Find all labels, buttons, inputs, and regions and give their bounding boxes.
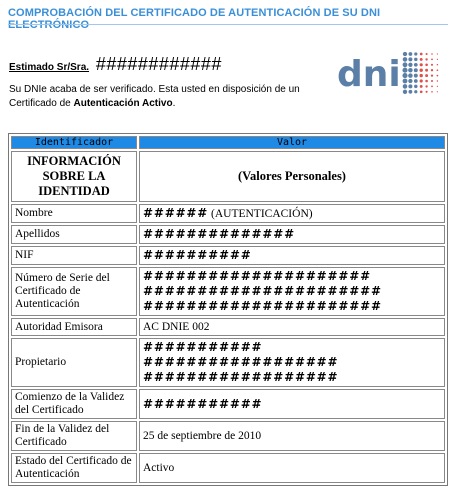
logo-dot: [402, 68, 407, 73]
section-title-identity: INFORMACIÓN SOBRE LA IDENTIDAD: [11, 151, 137, 202]
nif-redacted: ##########: [143, 248, 252, 262]
greeting: [9, 54, 222, 75]
logo-dot: [408, 68, 413, 73]
logo-dot: [403, 84, 408, 89]
row-value-apellidos: [139, 225, 445, 244]
logo-dot: [437, 53, 438, 54]
propietario-redacted-line-3: ##################: [143, 370, 339, 384]
logo-dot: [437, 59, 438, 60]
table-row: [11, 225, 445, 244]
row-label-comienzo: Comienzo de la Validez del Certificado: [11, 389, 137, 419]
logo-dot: [437, 75, 439, 77]
logo-dot: [420, 85, 423, 88]
serie-redacted-line-2: ######################: [143, 284, 382, 298]
logo-dot: [414, 63, 418, 67]
logo-dot: [425, 69, 428, 72]
comienzo-redacted: ###########: [143, 396, 263, 411]
column-header-identifier: Identificador: [11, 136, 137, 149]
row-label-emisora: Autoridad Emisora: [11, 318, 137, 336]
message-status: Autenticación Activo: [73, 98, 173, 109]
message-line-2-prefix: Certificado de: [9, 98, 74, 109]
logo-dot: [437, 80, 438, 81]
row-value-nombre: [139, 204, 445, 223]
propietario-redacted-line-1: ###########: [143, 340, 263, 354]
verification-message: [9, 83, 319, 111]
nombre-suffix: (AUTENTICACIÓN): [208, 208, 313, 220]
logo-dot: [414, 90, 417, 93]
logo-dot: [426, 91, 428, 93]
logo-dot: [420, 58, 423, 61]
table-header-row: [11, 136, 445, 149]
logo-dot: [409, 52, 413, 56]
logo-dot: [408, 73, 413, 78]
logo-dot: [437, 86, 438, 87]
row-label-apellidos: Apellidos: [11, 225, 137, 244]
greeting-label: Estimado Sr/Sra.: [9, 62, 90, 73]
greeting-name: ############: [95, 54, 222, 74]
row-value-comienzo: [139, 389, 445, 419]
logo-dot: [420, 53, 423, 56]
logo-dot: [431, 74, 433, 76]
logo-dot: [403, 90, 407, 94]
table-row: [11, 421, 445, 451]
logo-dot: [408, 57, 412, 61]
row-value-emisora: AC DNIE 002: [139, 318, 445, 336]
row-value-serie: [139, 267, 445, 316]
propietario-redacted-line-2: ##################: [143, 355, 339, 369]
logo-dot: [425, 85, 427, 87]
logo-dot: [431, 80, 433, 82]
logo-dot: [420, 63, 423, 66]
logo-dot: [431, 59, 433, 61]
logo-dot: [431, 69, 433, 71]
apellidos-redacted: ##############: [143, 227, 295, 241]
row-label-estado: Estado del Certificado de Autenticación: [11, 453, 137, 483]
certificate-table: [8, 133, 448, 486]
table-row: [11, 318, 445, 336]
logo-dot: [408, 79, 412, 83]
logo-dot: [420, 90, 423, 93]
dni-logo-text: dni: [337, 54, 401, 95]
nombre-redacted: ######: [143, 206, 209, 220]
logo-dot: [408, 84, 412, 88]
logo-dot: [426, 53, 428, 55]
column-header-value: Valor: [139, 136, 445, 149]
logo-dot: [420, 79, 423, 82]
logo-dot: [437, 91, 438, 92]
dni-logo-dots: [402, 52, 438, 94]
row-label-fin: Fin de la Validez del Certificado: [11, 421, 137, 451]
table-row: [11, 338, 445, 387]
serie-redacted-line-3: ######################: [143, 299, 382, 313]
logo-dot: [402, 73, 407, 78]
message-line-1: Su DNIe acaba de ser verificado. Esta usted en disposición de un: [9, 84, 300, 95]
logo-dot: [414, 58, 417, 61]
message-line-2-suffix: .: [172, 98, 176, 109]
logo-dot: [425, 64, 428, 67]
logo-dot: [403, 52, 407, 56]
logo-dot: [409, 90, 413, 94]
row-label-propietario: Propietario: [11, 338, 137, 387]
logo-dot: [414, 74, 418, 78]
row-value-estado: Activo: [139, 453, 445, 483]
header-divider: [8, 24, 448, 25]
logo-dot: [437, 64, 438, 65]
logo-dot: [425, 80, 428, 83]
table-row: [11, 246, 445, 265]
table-row: [11, 204, 445, 223]
logo-dot: [420, 69, 423, 72]
section-header-row: [11, 151, 445, 202]
row-label-serie: Número de Serie del Certificado de Autenticación: [11, 267, 137, 316]
logo-dot: [425, 58, 427, 60]
logo-dot: [414, 79, 418, 83]
logo-dot: [414, 85, 417, 88]
logo-dot: [403, 62, 408, 67]
row-label-nif: NIF: [11, 246, 137, 265]
logo-dot: [437, 69, 439, 71]
logo-dot: [403, 57, 408, 62]
row-value-fin: 25 de septiembre de 2010: [139, 421, 445, 451]
logo-dot: [431, 64, 433, 66]
table-row: [11, 267, 445, 316]
logo-dot: [403, 79, 408, 84]
table-row: [11, 389, 445, 419]
serie-redacted-line-1: #####################: [143, 269, 371, 283]
section-title-values: (Valores Personales): [139, 151, 445, 202]
logo-dot: [420, 74, 423, 77]
logo-dot: [408, 63, 412, 67]
row-label-nombre: Nombre: [11, 204, 137, 223]
logo-dot: [425, 74, 428, 77]
logo-dot: [431, 91, 433, 93]
dni-logo: [335, 42, 445, 102]
logo-dot: [414, 68, 418, 72]
table-row: [11, 453, 445, 483]
logo-dot: [431, 86, 433, 88]
row-value-nif: [139, 246, 445, 265]
logo-dot: [414, 52, 417, 55]
row-value-propietario: [139, 338, 445, 387]
logo-dot: [431, 53, 433, 55]
page-title: COMPROBACIÓN DEL CERTIFICADO DE AUTENTICACIÓN DE SU DNI ELECTRÓNICO: [8, 7, 381, 31]
